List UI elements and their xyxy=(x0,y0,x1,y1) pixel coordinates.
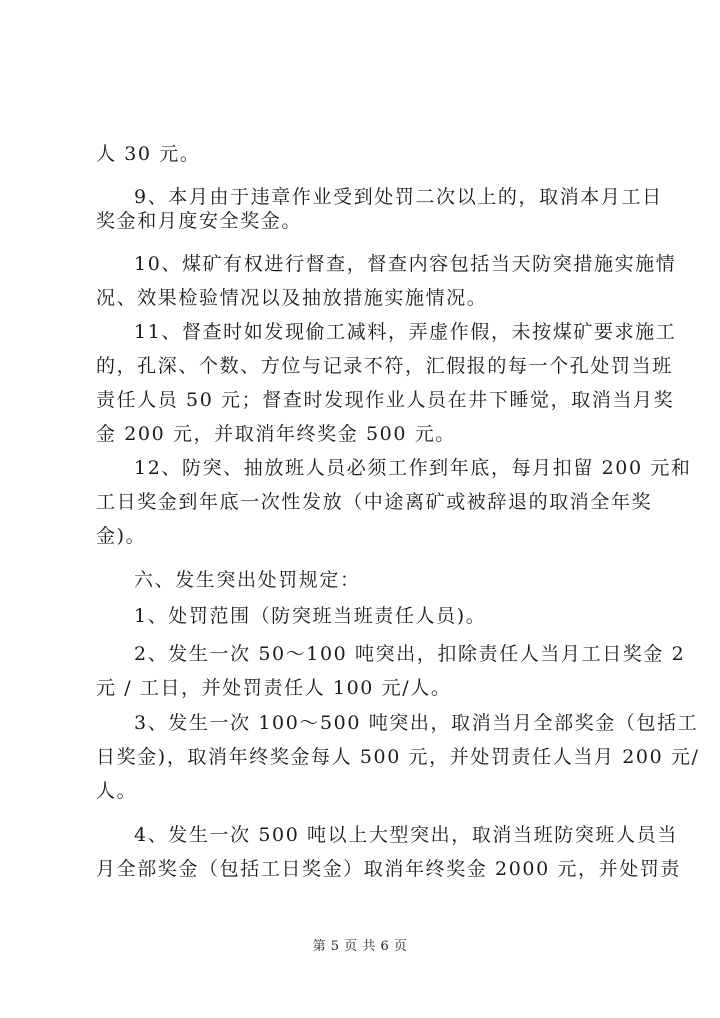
text-line: 工日奖金到年底一次性发放（中途离矿或被辞退的取消全年奖 xyxy=(96,491,653,513)
text-line: 元 / 工日，并处罚责任人 100 元/人。 xyxy=(96,677,452,699)
text-line: 人 30 元。 xyxy=(96,143,201,165)
text-line: 人。 xyxy=(96,780,138,802)
text-line: 12、防突、抽放班人员必须工作到年底，每月扣留 200 元和 xyxy=(134,457,692,479)
text-line: 日奖金)，取消年终奖金每人 500 元，并处罚责任人当月 200 元/ xyxy=(96,746,700,768)
text-line: 金 200 元，并取消年终奖金 500 元。 xyxy=(96,423,456,445)
text-line: 责任人员 50 元；督查时发现作业人员在井下睡觉，取消当月奖 xyxy=(96,389,675,411)
text-line: 奖金和月度安全奖金。 xyxy=(96,210,303,232)
text-line: 11、督查时如发现偷工减料，弄虚作假，未按煤矿要求施工 xyxy=(134,321,677,343)
text-line: 月全部奖金（包括工日奖金）取消年终奖金 2000 元，并处罚责 xyxy=(96,858,682,880)
text-line: 况、效果检验情况以及抽放措施实施情况。 xyxy=(96,287,488,309)
text-line: 9、本月由于违章作业受到处罚二次以上的，取消本月工日 xyxy=(134,186,663,208)
text-line: 3、发生一次 100～500 吨突出，取消当月全部奖金（包括工 xyxy=(134,712,699,734)
text-line: 4、发生一次 500 吨以上大型突出，取消当班防突班人员当 xyxy=(134,824,678,846)
text-line: 2、发生一次 50～100 吨突出，扣除责任人当月工日奖金 2 xyxy=(134,643,686,665)
text-line: 1、处罚范围（防突班当班责任人员)。 xyxy=(134,605,487,627)
text-line: 的，孔深、个数、方位与记录不符，汇假报的每一个孔处罚当班 xyxy=(96,355,673,377)
section-heading: 六、发生突出处罚规定： xyxy=(134,569,361,591)
text-line: 10、煤矿有权进行督查，督查内容包括当天防突措施实施情 xyxy=(134,253,677,275)
page-footer: 第 5 页 共 6 页 xyxy=(312,939,408,954)
text-line: 金)。 xyxy=(96,525,147,547)
